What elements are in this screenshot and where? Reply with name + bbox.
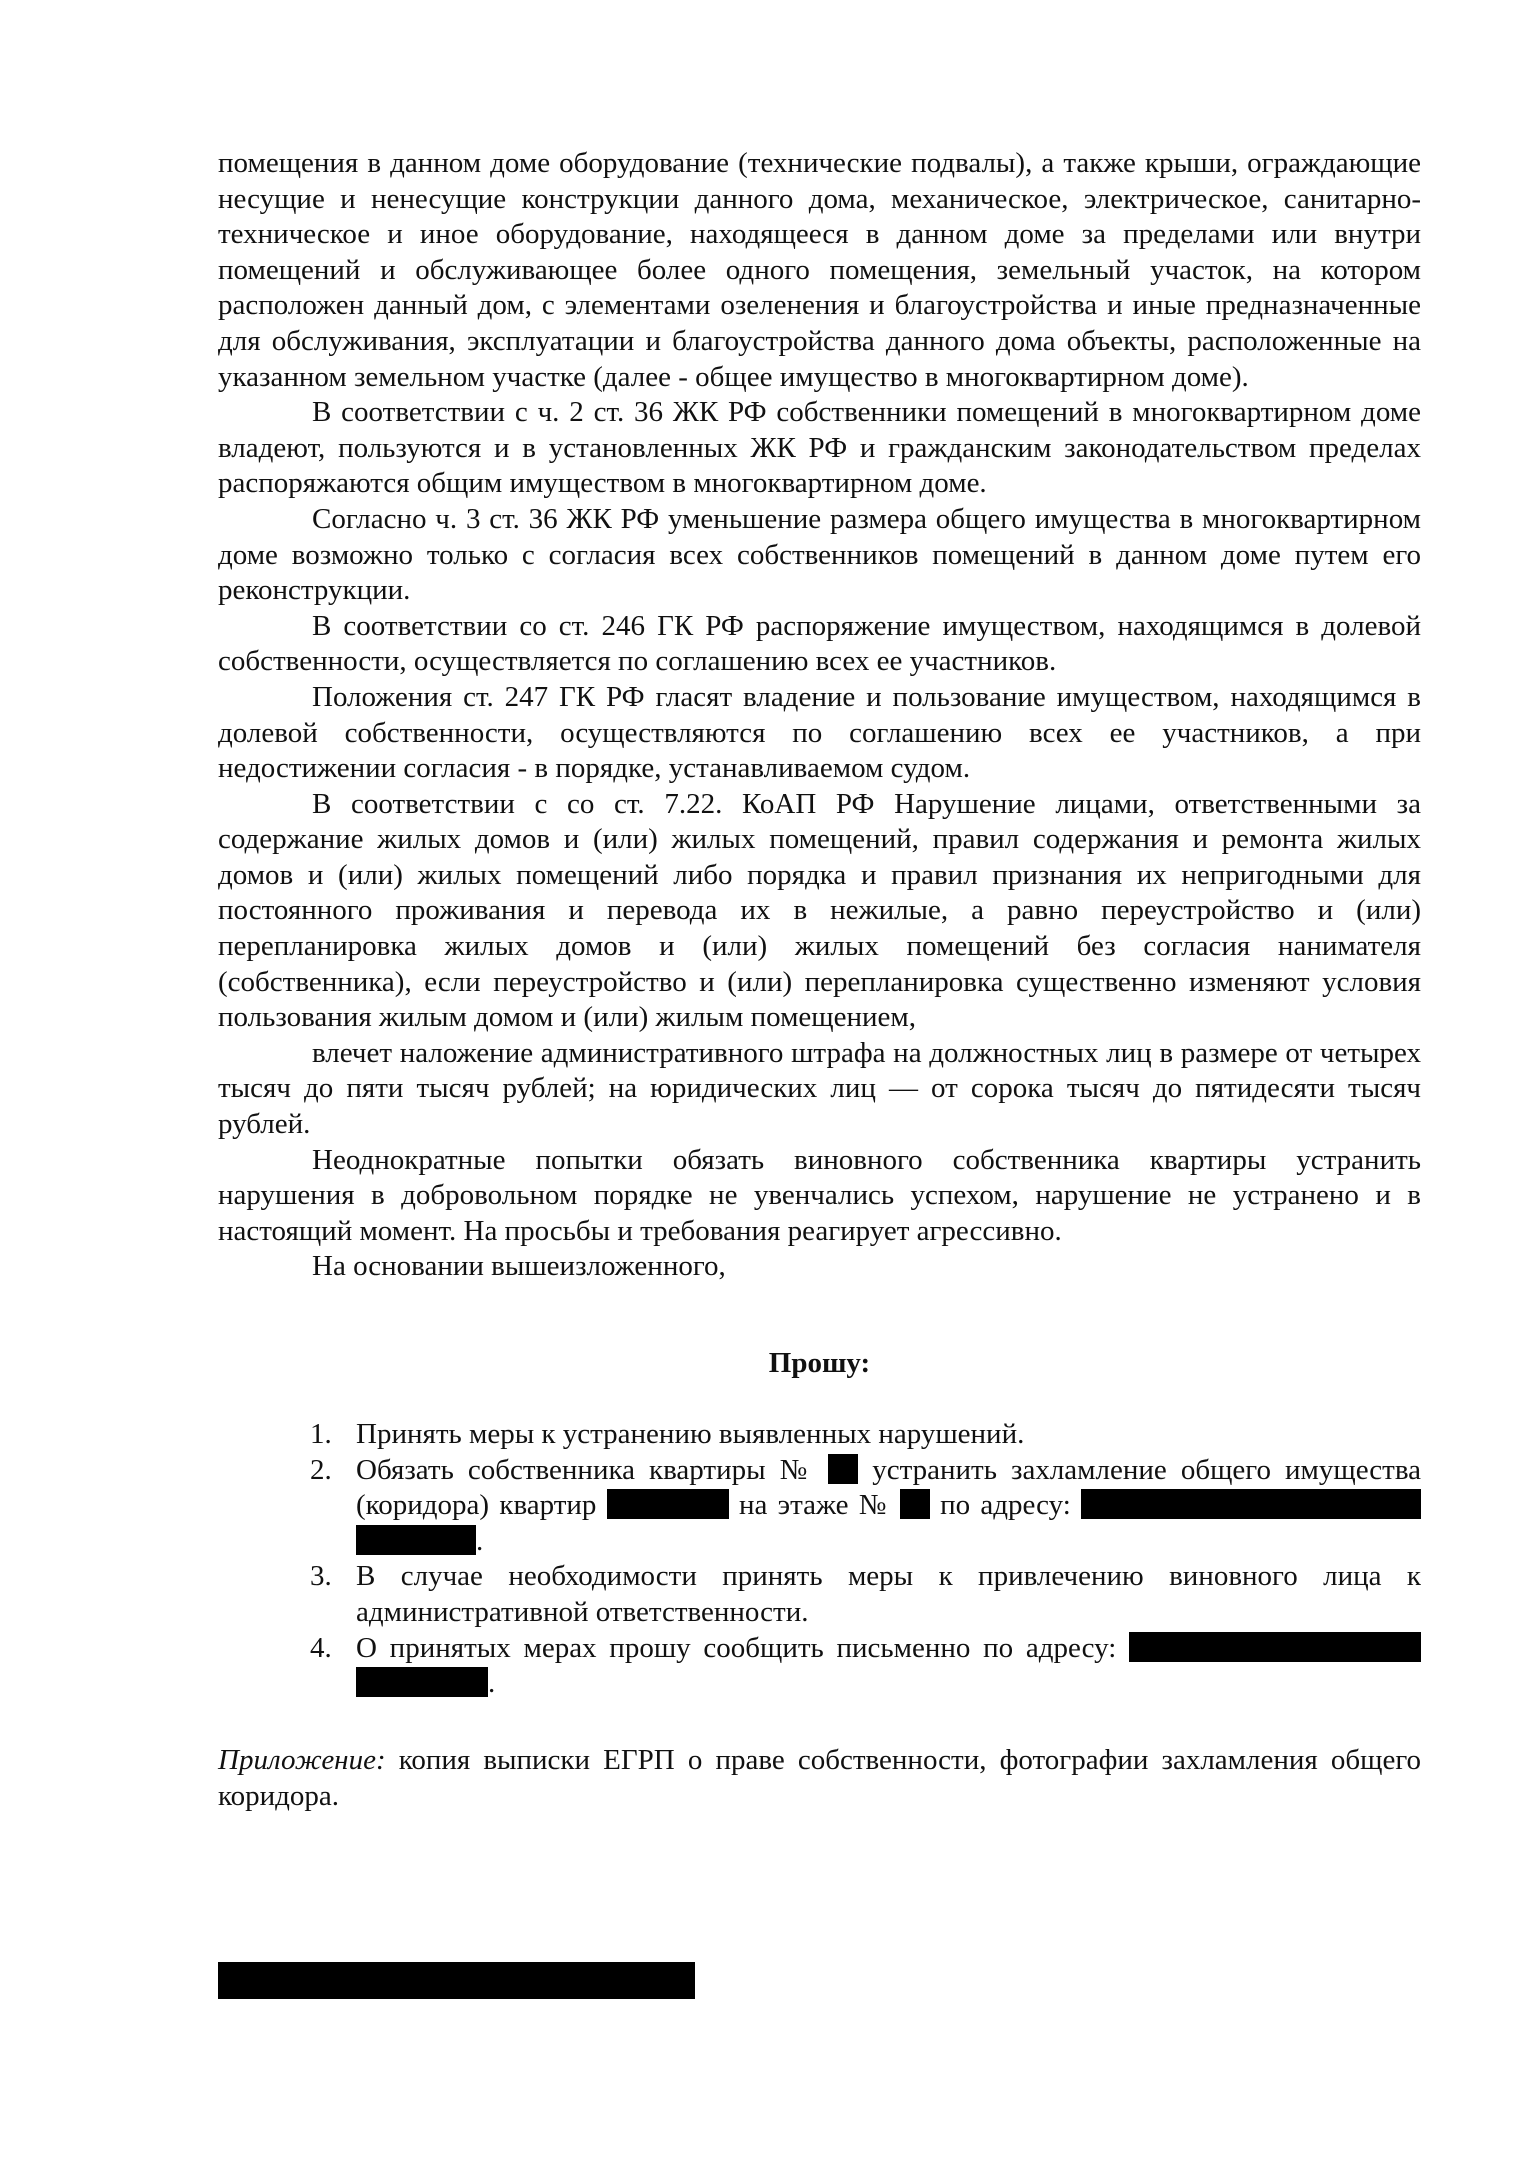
request-text-part: на этаже № (739, 1489, 890, 1522)
paragraph-attempts: Неоднократные попытки обязать виновного собственника квартиры устранить нарушения в добровольном порядке не увенчались успехом, нарушение не устранено и в настоящий момент. На просьбы и требования реагирует агрессивно. (218, 1143, 1421, 1247)
paragraph-fine: влечет наложение административного штрафа на должностных лиц в размере от четырех тысяч до пяти тысяч рублей; на юридических лиц — от сорока тысяч до пятидесяти тысяч рублей. (218, 1036, 1421, 1141)
paragraph-gk-247: Положения ст. 247 ГК РФ гласят владение и пользование имуществом, находящимся в долевой собственности, осуществляются по соглашению всех ее участников, а при недостижении согласия - в порядке, устанавливаемом судом. (218, 680, 1421, 785)
request-number: 3. (310, 1560, 332, 1593)
request-text-part: устранить захламление общего имущества (коридора) квартир (356, 1453, 1422, 1522)
request-number: 2. (310, 1453, 332, 1486)
redaction-block (1081, 1489, 1421, 1519)
redaction-block (828, 1454, 858, 1484)
request-text-part: . (488, 1667, 496, 1700)
request-text-part: по адресу: (940, 1489, 1071, 1522)
request-item-2 (218, 1453, 1421, 1560)
request-item-1 (218, 1417, 1421, 1453)
request-heading: Прошу: (768, 1347, 871, 1379)
paragraph-gk-246: В соответствии со ст. 246 ГК РФ распоряжение имуществом, находящимся в долевой собственности, осуществляется по соглашению всех ее участников. (218, 609, 1421, 678)
redaction-block (1129, 1632, 1421, 1662)
paragraph-koap-7-22: В соответствии с со ст. 7.22. КоАП РФ Нарушение лицами, ответственными за содержание жилых домов и (или) жилых помещений, правил содержания и ремонта жилых домов и (или) жилых помещений либо порядка и правил признания их непригодными для постоянного проживания и перевода их в нежилые, а равно переустройство и (или) перепланировка жилых домов и (или) жилых помещений без согласия нанимателя (собственника), если переустройство и (или) перепланировка существенно изменяют условия пользования жилым домом и (или) жилым помещением, (218, 787, 1421, 1034)
paragraph-common-property: помещения в данном доме оборудование (технические подвалы), а также крыши, ограждающие несущие и ненесущие конструкции данного дома, механическое, электрическое, санитарно-техническое и иное оборудование, находящееся в данном доме за пределами или внутри помещений и обслуживающее более одного помещения, земельный участок, на котором расположен данный дом, с элементами озеленения и благоустройства и иные предназначенные для обслуживания, эксплуатации и благоустройства данного дома объекты, расположенные на указанном земельном участке (далее - общее имущество в многоквартирном доме). (218, 147, 1421, 393)
redaction-block (356, 1525, 476, 1555)
redaction-block (356, 1667, 488, 1697)
redaction-block (607, 1489, 729, 1519)
request-text-part: . (476, 1524, 484, 1557)
request-text: В случае необходимости принять меры к привлечению виновного лица к административной ответственности. (356, 1560, 1421, 1628)
request-list (218, 1417, 1421, 1702)
paragraph-zhk-36-3: Согласно ч. 3 ст. 36 ЖК РФ уменьшение размера общего имущества в многоквартирном доме возможно только с согласия всех собственников помещений в данном доме путем его реконструкции. (218, 502, 1421, 607)
request-item-4 (218, 1631, 1421, 1702)
request-item-3 (218, 1559, 1421, 1630)
redaction-block (900, 1489, 930, 1519)
request-text-part: Обязать собственника квартиры № (356, 1453, 815, 1486)
appendix-text: копия выписки ЕГРП о праве собственности, фотографии захламления общего коридора. (218, 1744, 1422, 1812)
appendix (218, 1743, 1421, 1814)
paragraph-zhk-36-2: В соответствии с ч. 2 ст. 36 ЖК РФ собственники помещений в многоквартирном доме владеют, пользуются и в установленных ЖК РФ и гражданским законодательством пределах распоряжаются общим имуществом в многоквартирном доме. (218, 396, 1421, 500)
signature-redaction (218, 1962, 695, 1999)
request-text: О принятых мерах прошу сообщить письменно по адресу: (356, 1631, 1117, 1664)
appendix-label: Приложение: (218, 1744, 386, 1776)
request-number: 4. (310, 1631, 332, 1664)
request-text: Принять меры к устранению выявленных нарушений. (356, 1418, 1025, 1450)
request-number: 1. (310, 1418, 332, 1450)
paragraph-basis: На основании вышеизложенного, (312, 1250, 726, 1283)
document-body (218, 146, 1421, 1285)
